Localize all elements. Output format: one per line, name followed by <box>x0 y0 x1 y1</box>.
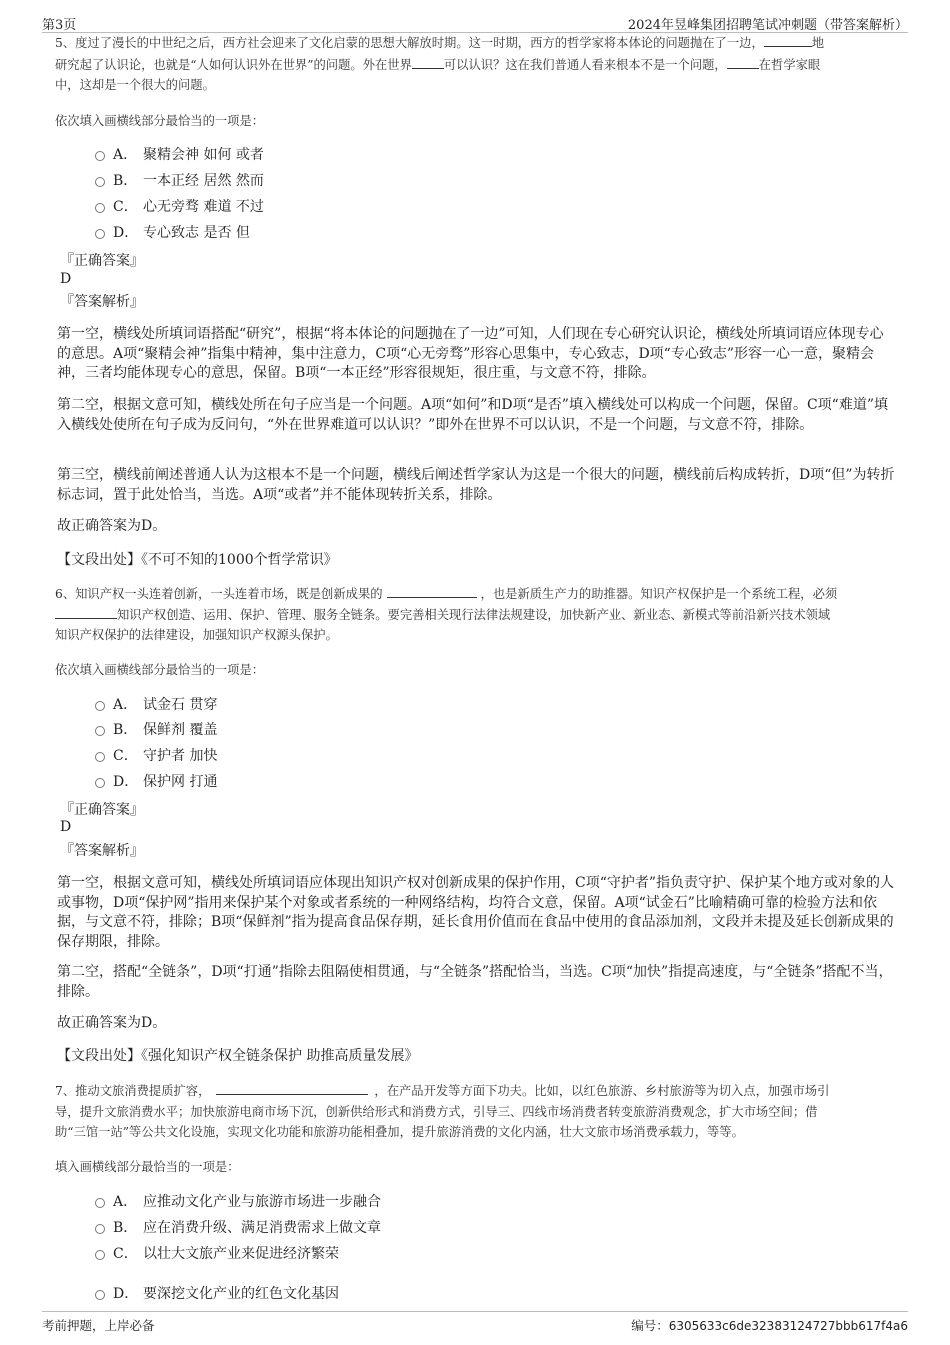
radio-icon[interactable] <box>95 1224 105 1234</box>
page-number: 第3页 <box>42 18 77 33</box>
q5-stem-line1: 5、度过了漫长的中世纪之后，西方社会迎来了文化启蒙的思想大解放时期。这一时期，西方的哲学家将本体论的问题抛在了一边， 地 <box>55 36 825 50</box>
q7-option-b[interactable]: B． 应在消费升级、满足消费需求上做文章 <box>95 1218 381 1238</box>
q7-option-d[interactable]: D． 要深挖文化产业的红色文化基因 <box>95 1284 339 1304</box>
blank <box>764 34 812 47</box>
q6-stem-line1: 6、知识产权一头连着创新，一头连着市场，既是创新成果的 ，也是新质生产力的助推器。知识产权保护是一个系统工程，必须 <box>55 587 838 601</box>
q7-stem-line2: 导，提升文旅消费水平；加快旅游电商市场下沉，创新供给形式和消费方式，引导三、四线市场消费者转变旅游消费观念，扩大市场空间；借 <box>55 1105 818 1119</box>
q5-stem-line2: 研究起了认识论，也就是“人如何认识外在世界”的问题。外在世界 可以认识？这在我们普通人看来根本不是一个问题， 在哲学家眼 <box>55 58 821 72</box>
q6-option-a[interactable]: A． 试金石 贯穿 <box>95 695 217 715</box>
q5-option-a[interactable]: A． 聚精会神 如何 或者 <box>95 145 264 165</box>
q6-analysis-para-2: 第二空，搭配“全链条”，D项“打通”指除去阻隔使相贯通，与“全链条”搭配恰当，当选。C项“加快”指提高速度，与“全链条”搭配不当，排除。 <box>57 964 893 1000</box>
radio-icon[interactable] <box>95 177 105 187</box>
q5-source: 【文段出处】《不可不知的1000个哲学常识》 <box>57 552 338 568</box>
q5-analysis-para-3: 第三空，横线前阐述普通人认为这根本不是一个问题，横线后阐述哲学家认为这是一个很大的问题，横线前后构成转折，D项“但”为转折标志词，置于此处恰当，当选。A项“或者”并不能体现转折关系，排除。 <box>57 467 895 503</box>
q6-stem-line2: 知识产权创造、运用、保护、管理、服务全链条。要完善相关现行法律法规建设，加快新产业、新业态、新模式等前沿新兴技术领域 <box>55 605 900 625</box>
footer-slogan: 考前押题，上岸必备 <box>42 1318 155 1333</box>
q7-stem-line1: 7、推动文旅消费提质扩容， ，在产品开发等方面下功夫。比如，以红色旅游、乡村旅游等为切入点，加强市场引 <box>55 1084 830 1098</box>
radio-icon[interactable] <box>95 778 105 788</box>
q7-stem-line3: 助“三馆一站”等公共文化设施，实现文化功能和旅游功能相叠加，提升旅游消费的文化内涵，壮大文旅市场消费承载力，等等。 <box>55 1125 744 1139</box>
q6-source: 【文段出处】《强化知识产权全链条保护 助推高质量发展》 <box>57 1048 419 1064</box>
radio-icon[interactable] <box>95 752 105 762</box>
blank <box>55 606 117 619</box>
q7-instruction: 填入画横线部分最恰当的一项是： <box>55 1160 240 1174</box>
blank <box>216 1082 368 1095</box>
radio-icon[interactable] <box>95 229 105 239</box>
q6-option-d[interactable]: D． 保护网 打通 <box>95 772 217 792</box>
q5-option-c[interactable]: C． 心无旁骛 难道 不过 <box>95 197 264 217</box>
blank <box>387 585 477 598</box>
radio-icon[interactable] <box>95 1198 105 1208</box>
radio-icon[interactable] <box>95 1290 105 1300</box>
radio-icon[interactable] <box>95 726 105 736</box>
q5-analysis-para-2: 第二空，根据文意可知，横线处所在句子应当是一个问题。A项“如何”和D项“是否”填入横线处可以构成一个问题，保留。C项“难道”填入横线处使所在句子成为反问句，“外在世界难道可以认识？”即外在世界不可以认识，不是一个问题，与文意不符，排除。 <box>57 397 888 433</box>
q5-answer-heading: 『正确答案』 <box>60 253 144 269</box>
q7-option-a[interactable]: A． 应推动文化产业与旅游市场进一步融合 <box>95 1192 381 1212</box>
q6-stem-line3: 知识产权保护的法律建设，加强知识产权源头保护。 <box>55 628 338 642</box>
q6-conclusion: 故正确答案为D。 <box>57 1015 167 1031</box>
q6-instruction: 依次填入画横线部分最恰当的一项是： <box>55 663 265 677</box>
page-footer <box>42 1311 908 1334</box>
q5-stem-line3: 中，这却是一个很大的问题。 <box>55 78 215 92</box>
q6-answer-heading: 『正确答案』 <box>60 802 144 818</box>
blank <box>727 56 759 69</box>
q5-answer: D <box>60 271 72 287</box>
document-code: 编号：6305633c6de32383124727bbb617f4a6 <box>631 1318 908 1333</box>
radio-icon[interactable] <box>95 701 105 711</box>
q6-answer: D <box>60 819 72 835</box>
q5-option-b[interactable]: B． 一本正经 居然 然而 <box>95 171 264 191</box>
q5-analysis-heading: 『答案解析』 <box>60 294 144 310</box>
blank <box>412 56 444 69</box>
q7-option-c[interactable]: C． 以壮大文旅产业来促进经济繁荣 <box>95 1244 339 1264</box>
radio-icon[interactable] <box>95 1250 105 1260</box>
q5-instruction: 依次填入画横线部分最恰当的一项是： <box>55 114 265 128</box>
document-title: 2024年昱峰集团招聘笔试冲刺题（带答案解析） <box>627 18 908 33</box>
q6-option-c[interactable]: C． 守护者 加快 <box>95 746 217 766</box>
page-header <box>42 12 908 33</box>
q5-option-d[interactable]: D． 专心致志 是否 但 <box>95 223 250 243</box>
q6-analysis-heading: 『答案解析』 <box>60 843 144 859</box>
radio-icon[interactable] <box>95 203 105 213</box>
q6-option-b[interactable]: B． 保鲜剂 覆盖 <box>95 720 217 740</box>
radio-icon[interactable] <box>95 151 105 161</box>
q5-analysis-para-1: 第一空，横线处所填词语搭配“研究”，根据“将本体论的问题抛在了一边”可知，人们现在专心研究认识论，横线处所填词语应体现专心的意思。A项“聚精会神”指集中精神，集中注意力，C项“心无旁骛”形容心思集中，专心致志，D项“专心致志”形容一心一意，聚精会神，三者均能体现专心的意思，保留。B项“一本正经”形容很规矩，很庄重，与文意不符，排除。 <box>57 326 884 381</box>
q6-analysis-para-1: 第一空，根据文意可知，横线处所填词语应体现出知识产权对创新成果的保护作用，C项“守护者”指负责守护、保护某个地方或对象的人或事物，D项“保护网”指用来保护某个对象或者系统的一种网络结构，均符合文意，保留。A项“试金石”比喻精确可靠的检验方法和依据，与文意不符，排除；B项“保鲜剂”指为提高食品保存期，延长食用价值而在食品中使用的食品添加剂，文段并未提及延长创新成果的保存期限，排除。 <box>57 875 895 950</box>
q5-conclusion: 故正确答案为D。 <box>57 518 167 534</box>
